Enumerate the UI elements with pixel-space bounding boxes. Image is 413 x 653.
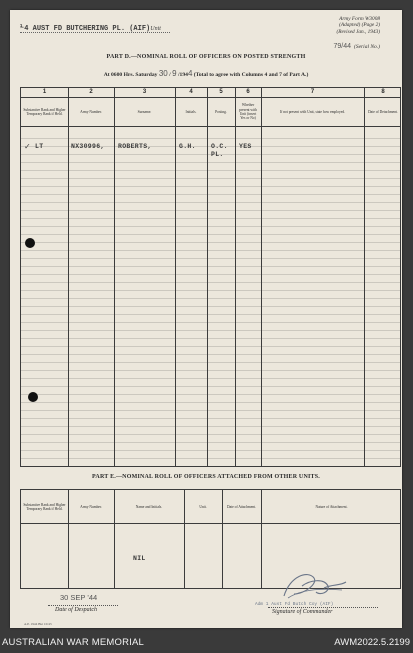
part-d-table bbox=[20, 87, 401, 467]
despatch-date: 30 SEP '44 bbox=[60, 593, 98, 602]
col-number: 1 bbox=[42, 89, 47, 95]
despatch-underline bbox=[48, 605, 118, 606]
ruled-line bbox=[21, 250, 400, 251]
col-header-army-number: Army Number. bbox=[80, 109, 102, 114]
col-number: 8 bbox=[381, 89, 385, 95]
punch-hole bbox=[28, 392, 38, 402]
roll-date-line: At 0600 Hrs. Saturday 30 / 9 /1944 (Total to agree with Columns 4 and 7 of Part A.) bbox=[103, 69, 309, 78]
ruled-line bbox=[21, 386, 400, 387]
ruled-line bbox=[21, 402, 400, 403]
ruled-line bbox=[21, 202, 400, 203]
col-number: 7 bbox=[310, 89, 315, 95]
col-header-attachment-nature: Nature of Attachment. bbox=[315, 504, 348, 509]
ruled-line bbox=[21, 298, 400, 299]
col-number: 4 bbox=[189, 89, 193, 95]
unit-stamp: Adm 1 Aust Fd Butch Coy (AIF) bbox=[255, 602, 334, 607]
ruled-line bbox=[21, 290, 400, 291]
ruled-line bbox=[21, 186, 400, 187]
ruled-line bbox=[21, 354, 400, 355]
form-identifier: Army Form W3008 (Adapted) (Page 2) (Revised Jan., 1943) bbox=[336, 16, 380, 35]
unit-underline bbox=[20, 32, 170, 33]
ruled-line bbox=[21, 338, 400, 339]
col-number: 3 bbox=[142, 89, 147, 95]
ruled-line bbox=[21, 458, 400, 459]
ruled-line bbox=[21, 314, 400, 315]
ruled-line bbox=[21, 242, 400, 243]
unit-name: ⅟4 AUST FD BUTCHERING PL. (AIF)Unit bbox=[20, 25, 161, 33]
signature-label: Signature of Commander bbox=[272, 609, 333, 615]
part-e-title: PART E.—NOMINAL ROLL OF OFFICERS ATTACHED FROM OTHER UNITS. bbox=[92, 474, 320, 480]
col-header-employment: If not present with Unit, state how employed. bbox=[279, 109, 346, 114]
ruled-line bbox=[21, 170, 400, 171]
col-header-surname: Surname. bbox=[137, 109, 152, 114]
ruled-line bbox=[21, 178, 400, 179]
ruled-line bbox=[21, 426, 400, 427]
entry-present: YES bbox=[239, 143, 252, 150]
ruled-line bbox=[21, 346, 400, 347]
col-header-rank: Substantive Rank and Higher Temporary Rank if Held. bbox=[23, 502, 66, 511]
ruled-line bbox=[21, 410, 400, 411]
entry-posting: O.C. PL. bbox=[211, 143, 228, 158]
ruled-line bbox=[21, 330, 400, 331]
archive-caption: AUSTRALIAN WAR MEMORIAL bbox=[2, 637, 145, 648]
ruled-line bbox=[21, 274, 400, 275]
ruled-line bbox=[21, 418, 400, 419]
commander-signature bbox=[280, 568, 350, 604]
ruled-line bbox=[21, 282, 400, 283]
ruled-line bbox=[21, 162, 400, 163]
ruled-line bbox=[21, 266, 400, 267]
entry-rank: LT bbox=[35, 143, 44, 150]
print-reference: A.P. 1944 Bkt 10/43 bbox=[24, 622, 52, 626]
col-header-name: Name and Initials. bbox=[135, 504, 163, 509]
col-header-detachment-date: Date of Detachment. bbox=[368, 109, 398, 114]
form-page bbox=[10, 10, 402, 628]
ruled-line bbox=[21, 394, 400, 395]
col-header-unit: Unit. bbox=[199, 504, 207, 509]
ruled-line bbox=[21, 258, 400, 259]
ruled-line bbox=[21, 434, 400, 435]
ruled-line bbox=[21, 226, 400, 227]
col-number: 5 bbox=[219, 89, 223, 95]
ruled-line bbox=[21, 210, 400, 211]
despatch-label: Date of Despatch bbox=[55, 607, 97, 613]
ruled-line bbox=[21, 138, 400, 139]
ruled-line bbox=[21, 194, 400, 195]
col-header-rank: Substantive Rank and Higher Temporary Rank if Held. bbox=[23, 107, 66, 116]
accession-number: AWM2022.5.2199 bbox=[334, 637, 410, 648]
tick-mark: ✓ bbox=[24, 142, 31, 151]
entry-nil: NIL bbox=[133, 555, 146, 562]
serial-number: 79/44 (Serial No.) bbox=[333, 43, 380, 50]
punch-hole bbox=[25, 238, 35, 248]
col-header-army-number: Army Number. bbox=[80, 504, 102, 509]
ruled-line bbox=[21, 378, 400, 379]
part-d-title: PART D.—NOMINAL ROLL OF OFFICERS ON POSTED STRENGTH bbox=[106, 54, 306, 60]
entry-initials: G.H. bbox=[179, 143, 196, 150]
ruled-line bbox=[21, 322, 400, 323]
entry-surname: ROBERTS, bbox=[118, 143, 152, 150]
ruled-line bbox=[21, 362, 400, 363]
col-number: 2 bbox=[89, 89, 93, 95]
entry-army-number: NX30996, bbox=[71, 143, 105, 150]
ruled-line bbox=[21, 218, 400, 219]
ruled-line bbox=[21, 234, 400, 235]
ruled-line bbox=[21, 306, 400, 307]
signature-underline bbox=[268, 607, 378, 608]
col-header-present: Whether present with Unit (insert Yes or No) bbox=[239, 103, 257, 121]
col-header-posting: Posting. bbox=[215, 109, 227, 114]
ruled-line bbox=[21, 450, 400, 451]
col-header-initials: Initials. bbox=[185, 109, 197, 114]
col-header-attachment-date: Date of Attachment. bbox=[226, 504, 257, 509]
col-number: 6 bbox=[246, 89, 250, 95]
ruled-line bbox=[21, 370, 400, 371]
ruled-line bbox=[21, 442, 400, 443]
